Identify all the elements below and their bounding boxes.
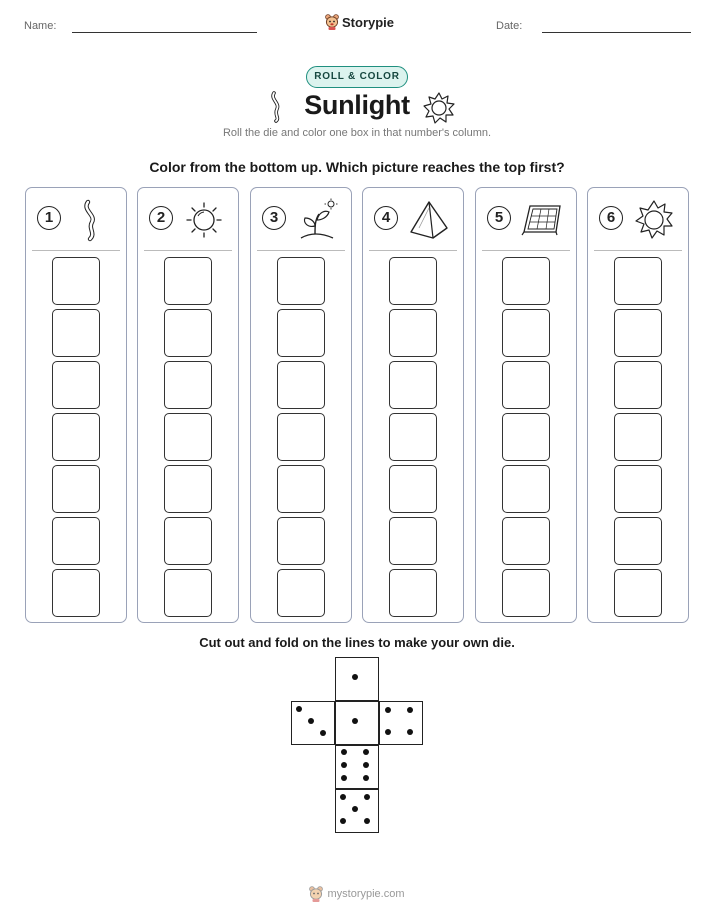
die-pip — [352, 674, 358, 680]
brand-logo — [325, 14, 394, 30]
color-box[interactable] — [389, 257, 437, 305]
color-box[interactable] — [502, 517, 550, 565]
column-divider — [257, 250, 345, 251]
storypie-mascot-icon — [309, 886, 323, 902]
column-6 — [587, 187, 689, 623]
column-header — [251, 198, 351, 242]
sun-face-icon — [632, 198, 676, 242]
die-pip — [352, 718, 358, 724]
roll-color-badge: ROLL & COLOR — [306, 66, 408, 88]
die-face-6 — [335, 745, 379, 789]
sprout-icon — [295, 198, 339, 242]
color-box[interactable] — [614, 569, 662, 617]
cut-instruction: Cut out and fold on the lines to make your own die. — [199, 635, 515, 650]
column-header — [138, 198, 238, 242]
color-box[interactable] — [502, 309, 550, 357]
color-box[interactable] — [164, 257, 212, 305]
die-pip — [407, 707, 413, 713]
name-label: Name: — [24, 20, 57, 32]
color-box[interactable] — [502, 413, 550, 461]
color-box[interactable] — [164, 413, 212, 461]
die-pip — [364, 794, 370, 800]
color-box[interactable] — [164, 465, 212, 513]
color-box[interactable] — [614, 465, 662, 513]
instruction: Color from the bottom up. Which picture reaches the top first? — [149, 159, 565, 175]
column-1 — [25, 187, 127, 623]
color-box[interactable] — [389, 309, 437, 357]
pyramid-prism-icon — [407, 198, 451, 242]
die-pip — [385, 707, 391, 713]
color-box[interactable] — [277, 413, 325, 461]
column-number: 2 — [149, 206, 173, 230]
sun-face-icon — [423, 92, 455, 124]
color-box[interactable] — [277, 465, 325, 513]
die-pip — [340, 818, 346, 824]
column-3 — [250, 187, 352, 623]
solar-panel-icon — [520, 198, 564, 242]
column-header — [588, 198, 688, 242]
color-box[interactable] — [52, 309, 100, 357]
color-box[interactable] — [614, 309, 662, 357]
color-box[interactable] — [389, 465, 437, 513]
color-box[interactable] — [389, 361, 437, 409]
color-box[interactable] — [164, 309, 212, 357]
die-face-5 — [335, 789, 379, 833]
column-number: 5 — [487, 206, 511, 230]
column-header — [476, 198, 576, 242]
worm-icon — [70, 198, 114, 242]
die-face-3 — [291, 701, 335, 745]
footer — [0, 886, 714, 902]
color-box[interactable] — [164, 517, 212, 565]
die-pip — [308, 718, 314, 724]
column-header — [363, 198, 463, 242]
die-pip — [363, 749, 369, 755]
brand-name: Storypie — [342, 14, 395, 30]
color-box[interactable] — [277, 569, 325, 617]
color-box[interactable] — [614, 517, 662, 565]
color-box[interactable] — [502, 465, 550, 513]
die-pip — [352, 806, 358, 812]
color-box[interactable] — [164, 569, 212, 617]
color-box[interactable] — [277, 361, 325, 409]
die-pip — [341, 762, 347, 768]
page-title: Sunlight — [304, 90, 410, 120]
color-box[interactable] — [52, 257, 100, 305]
die-pip — [363, 762, 369, 768]
column-divider — [32, 250, 120, 251]
color-box[interactable] — [52, 569, 100, 617]
color-box[interactable] — [614, 361, 662, 409]
column-divider — [594, 250, 682, 251]
die-pip — [385, 729, 391, 735]
color-box[interactable] — [277, 309, 325, 357]
die-pip — [341, 775, 347, 781]
column-divider — [482, 250, 570, 251]
date-label: Date: — [496, 20, 523, 32]
column-divider — [369, 250, 457, 251]
date-line — [542, 32, 691, 33]
column-header — [26, 198, 126, 242]
color-box[interactable] — [389, 517, 437, 565]
column-5 — [475, 187, 577, 623]
color-box[interactable] — [52, 413, 100, 461]
color-box[interactable] — [389, 569, 437, 617]
sun-icon — [182, 198, 226, 242]
color-box[interactable] — [614, 257, 662, 305]
storypie-mascot-icon — [325, 14, 339, 30]
column-number: 4 — [374, 206, 398, 230]
column-number: 3 — [262, 206, 286, 230]
die-pip — [341, 749, 347, 755]
die-pip — [364, 818, 370, 824]
color-box[interactable] — [52, 517, 100, 565]
column-4 — [362, 187, 464, 623]
die-pip — [363, 775, 369, 781]
color-box[interactable] — [502, 361, 550, 409]
color-box[interactable] — [502, 569, 550, 617]
color-box[interactable] — [164, 361, 212, 409]
column-number: 6 — [599, 206, 623, 230]
color-box[interactable] — [277, 257, 325, 305]
die-pip — [296, 706, 302, 712]
column-divider — [144, 250, 232, 251]
color-box[interactable] — [502, 257, 550, 305]
die-face-1 — [335, 701, 379, 745]
color-box[interactable] — [614, 413, 662, 461]
color-box[interactable] — [277, 517, 325, 565]
die-face-1 — [335, 657, 379, 701]
subtitle: Roll the die and color one box in that number's column. — [222, 127, 492, 139]
die-pip — [340, 794, 346, 800]
color-box[interactable] — [389, 413, 437, 461]
name-line — [72, 32, 257, 33]
die-pip — [320, 730, 326, 736]
color-box[interactable] — [52, 361, 100, 409]
die-pip — [407, 729, 413, 735]
footer-url: mystorypie.com — [327, 888, 405, 900]
column-number: 1 — [37, 206, 61, 230]
color-box[interactable] — [52, 465, 100, 513]
column-2 — [137, 187, 239, 623]
die-face-4 — [379, 701, 423, 745]
